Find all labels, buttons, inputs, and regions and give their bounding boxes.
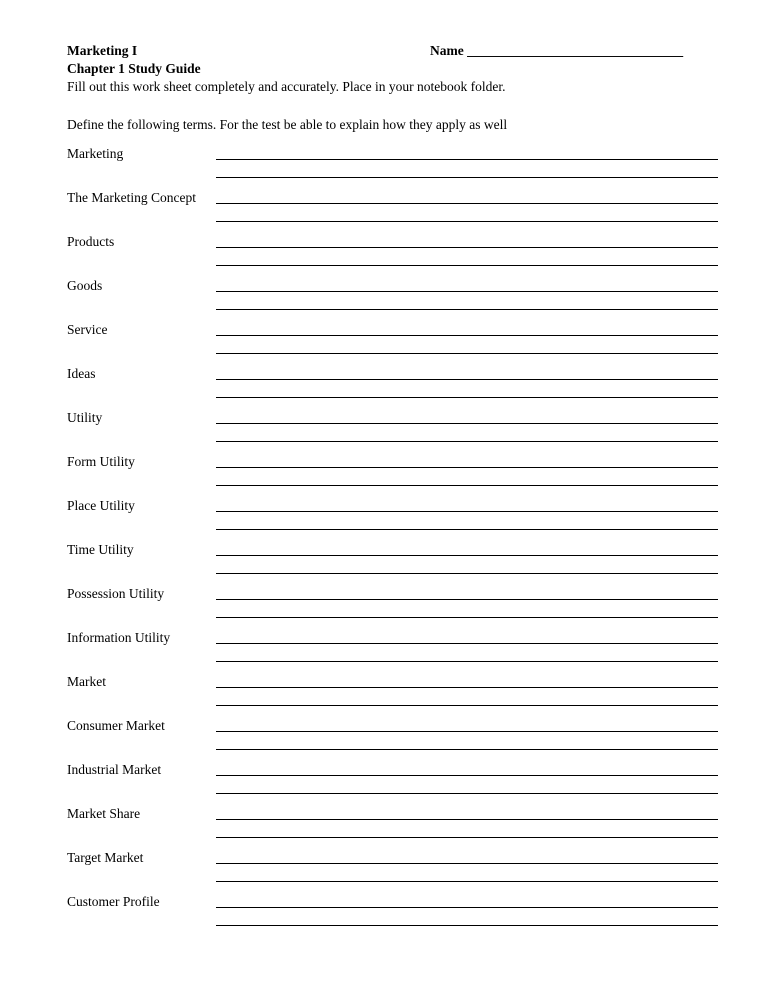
answer-line[interactable] bbox=[216, 177, 718, 178]
answer-line[interactable] bbox=[216, 335, 718, 336]
answer-line[interactable] bbox=[216, 687, 718, 688]
term-row bbox=[0, 321, 768, 365]
answer-line[interactable] bbox=[216, 203, 718, 204]
term-label: The Marketing Concept bbox=[67, 190, 196, 205]
term-row bbox=[0, 145, 768, 189]
term-label: Marketing bbox=[67, 146, 124, 161]
term-row bbox=[0, 893, 768, 937]
answer-line[interactable] bbox=[216, 265, 718, 266]
answer-line[interactable] bbox=[216, 661, 718, 662]
answer-line[interactable] bbox=[216, 423, 718, 424]
term-row bbox=[0, 365, 768, 409]
term-row bbox=[0, 673, 768, 717]
term-label: Information Utility bbox=[67, 630, 171, 645]
answer-line[interactable] bbox=[216, 819, 718, 820]
answer-line[interactable] bbox=[216, 291, 718, 292]
answer-line[interactable] bbox=[216, 599, 718, 600]
term-row bbox=[0, 497, 768, 541]
course-title: Marketing I bbox=[67, 43, 138, 58]
term-row bbox=[0, 541, 768, 585]
chapter-title: Chapter 1 Study Guide bbox=[67, 61, 201, 76]
term-row bbox=[0, 849, 768, 893]
answer-line[interactable] bbox=[216, 881, 718, 882]
name-field[interactable]: Name ________________________________ bbox=[430, 43, 684, 58]
term-row bbox=[0, 805, 768, 849]
answer-line[interactable] bbox=[216, 573, 718, 574]
term-label: Products bbox=[67, 234, 115, 249]
answer-line[interactable] bbox=[216, 529, 718, 530]
term-label: Place Utility bbox=[67, 498, 135, 513]
term-label: Customer Profile bbox=[67, 894, 160, 909]
term-label: Possession Utility bbox=[67, 586, 165, 601]
term-label: Time Utility bbox=[67, 542, 134, 557]
answer-line[interactable] bbox=[216, 353, 718, 354]
answer-line[interactable] bbox=[216, 467, 718, 468]
term-row bbox=[0, 629, 768, 673]
directions-text: Define the following terms. For the test be able to explain how they apply as well bbox=[67, 117, 508, 132]
answer-line[interactable] bbox=[216, 749, 718, 750]
answer-line[interactable] bbox=[216, 863, 718, 864]
answer-line[interactable] bbox=[216, 159, 718, 160]
term-label: Market Share bbox=[67, 806, 141, 821]
answer-line[interactable] bbox=[216, 221, 718, 222]
answer-line[interactable] bbox=[216, 511, 718, 512]
term-label: Utility bbox=[67, 410, 103, 425]
answer-line[interactable] bbox=[216, 907, 718, 908]
answer-line[interactable] bbox=[216, 793, 718, 794]
term-label: Industrial Market bbox=[67, 762, 162, 777]
term-row bbox=[0, 409, 768, 453]
term-label: Ideas bbox=[67, 366, 96, 381]
term-row bbox=[0, 453, 768, 497]
answer-line[interactable] bbox=[216, 617, 718, 618]
term-label: Service bbox=[67, 322, 108, 337]
answer-line[interactable] bbox=[216, 441, 718, 442]
term-row bbox=[0, 233, 768, 277]
term-label: Consumer Market bbox=[67, 718, 165, 733]
instructions-text: Fill out this work sheet completely and accurately. Place in your notebook folder. bbox=[67, 79, 506, 94]
answer-line[interactable] bbox=[216, 555, 718, 556]
term-label: Form Utility bbox=[67, 454, 135, 469]
term-row bbox=[0, 585, 768, 629]
answer-line[interactable] bbox=[216, 775, 718, 776]
answer-line[interactable] bbox=[216, 379, 718, 380]
term-row bbox=[0, 277, 768, 321]
term-row bbox=[0, 761, 768, 805]
term-row bbox=[0, 717, 768, 761]
term-label: Market bbox=[67, 674, 106, 689]
answer-line[interactable] bbox=[216, 247, 718, 248]
term-row bbox=[0, 189, 768, 233]
answer-line[interactable] bbox=[216, 705, 718, 706]
term-label: Target Market bbox=[67, 850, 144, 865]
answer-line[interactable] bbox=[216, 643, 718, 644]
answer-line[interactable] bbox=[216, 731, 718, 732]
term-label: Goods bbox=[67, 278, 103, 293]
answer-line[interactable] bbox=[216, 397, 718, 398]
answer-line[interactable] bbox=[216, 309, 718, 310]
answer-line[interactable] bbox=[216, 925, 718, 926]
answer-line[interactable] bbox=[216, 485, 718, 486]
answer-line[interactable] bbox=[216, 837, 718, 838]
